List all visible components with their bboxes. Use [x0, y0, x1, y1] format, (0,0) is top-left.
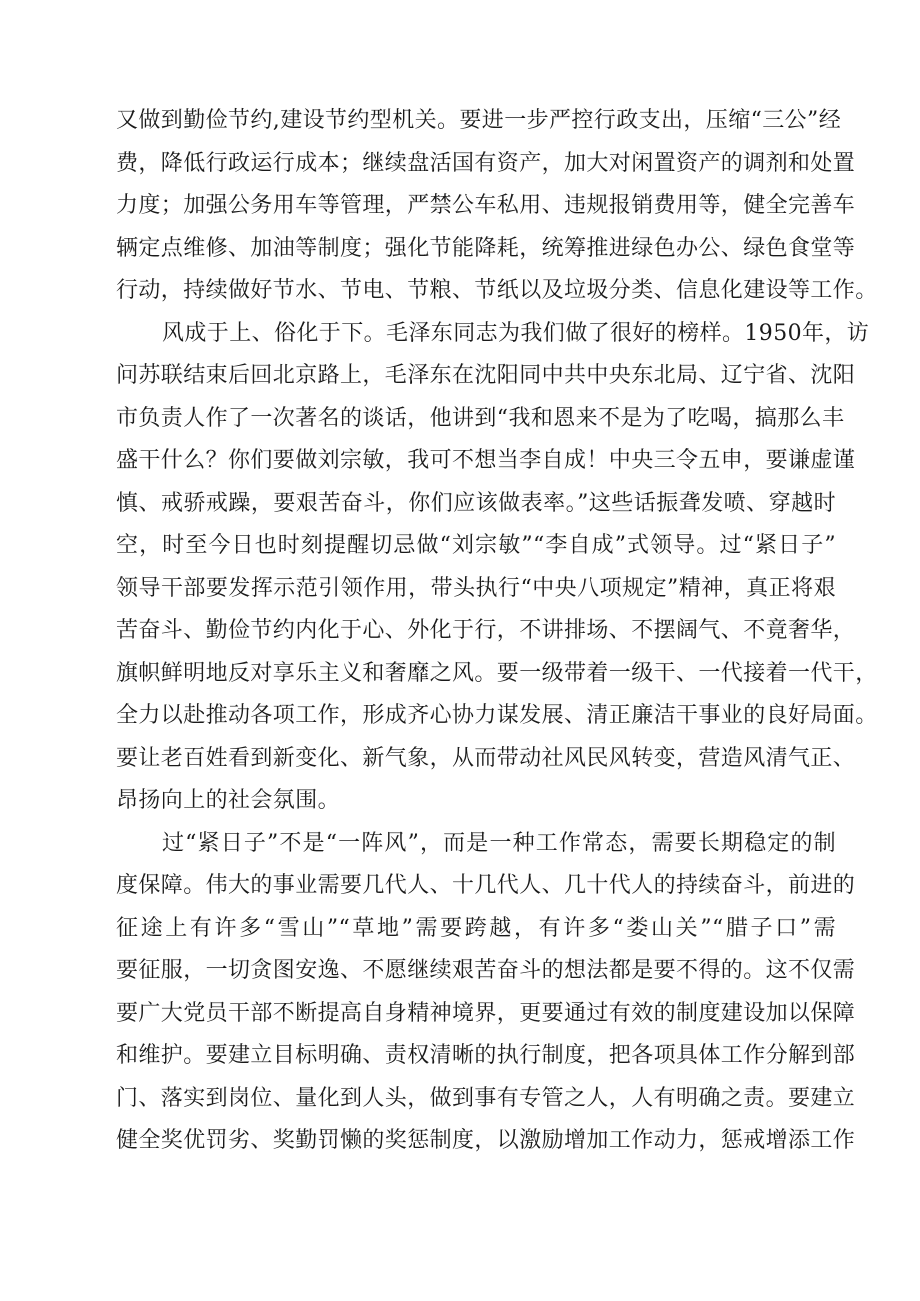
text-line: 要让老百姓看到新变化、新气象，从而带动社风民风转变，营造风清气正、 — [116, 745, 856, 771]
text-line: 空，时至今日也时刻提醒切忌做“刘宗敏”“李自成”式领导。过“紧日子” — [116, 533, 836, 558]
text-line: 领导干部要发挥示范引领作用，带头执行“中央八项规定”精神，真正将艰 — [116, 575, 836, 601]
paragraph-1 — [116, 100, 878, 313]
text-line: 门、落实到岗位、量化到人头，做到事有专管之人，人有明确之责。要建立 — [116, 1085, 856, 1111]
paragraph-2 — [116, 313, 878, 823]
text-line: 力度；加强公务用车等管理，严禁公车私用、违规报销费用等，健全完善车 — [116, 193, 856, 218]
text-line: 又做到勤俭节约,建设节约型机关。要进一步严控行政支出，压缩“三公”经 — [116, 108, 842, 133]
text-line: 要广大党员干部不断提高自身精神境界，更要通过有效的制度建设加以保障 — [116, 1000, 856, 1026]
text-line: 辆定点维修、加油等制度；强化节能降耗，统筹推进绿色办公、绿色食堂等 — [116, 235, 856, 261]
document-body — [116, 100, 878, 1163]
text-line: 昂扬向上的社会氛围。 — [116, 788, 341, 813]
text-line: 全力以赴推动各项工作，形成齐心协力谋发展、清正廉洁干事业的良好局面。 — [116, 703, 878, 728]
text-line: 健全奖优罚劣、奖勤罚懒的奖惩制度，以激励增加工作动力，惩戒增添工作 — [116, 1128, 856, 1153]
text-line: 行动，持续做好节水、节电、节粮、节纸以及垃圾分类、信息化建设等工作。 — [116, 278, 878, 303]
text-line: 要征服，一切贪图安逸、不愿继续艰苦奋斗的想法都是要不得的。这不仅需 — [116, 958, 856, 983]
text-line: 度保障。伟大的事业需要几代人、十几代人、几十代人的持续奋斗，前进的 — [116, 873, 856, 898]
text-line: 盛干什么？你们要做刘宗敏，我可不想当李自成！中央三令五申，要谦虚谨 — [116, 448, 856, 473]
text-line: 慎、戒骄戒躁，要艰苦奋斗，你们应该做表率。”这些话振聋发喷、穿越时 — [116, 490, 836, 516]
paragraph-3 — [116, 823, 856, 1163]
text-line: 和维护。要建立目标明确、责权清晰的执行制度，把各项具体工作分解到部 — [116, 1043, 856, 1068]
text-line: 苦奋斗、勤俭节约内化于心、外化于行，不讲排场、不摆阔气、不竟奢华， — [116, 618, 856, 643]
text-line: 过“紧日子”不是“一阵风”，而是一种工作常态，需要长期稳定的制 — [162, 830, 836, 856]
text-line: 风成于上、俗化于下。毛泽东同志为我们做了很好的榜样。1950年，访 — [162, 320, 870, 346]
text-line: 市负责人作了一次著名的谈话，他讲到“我和恩来不是为了吃喝，搞那么丰 — [116, 405, 845, 431]
text-line: 征途上有许多“雪山”“草地”需要跨越，有许多“娄山关”“腊子口”需 — [116, 915, 836, 941]
text-line: 旗帜鲜明地反对享乐主义和奢靡之风。要一级带着一级干、一代接着一代干， — [116, 660, 878, 686]
text-line: 问苏联结束后回北京路上，毛泽东在沈阳同中共中央东北局、辽宁省、沈阳 — [116, 363, 856, 388]
text-line: 费，降低行政运行成本；继续盘活国有资产，加大对闲置资产的调剂和处置 — [116, 150, 856, 176]
